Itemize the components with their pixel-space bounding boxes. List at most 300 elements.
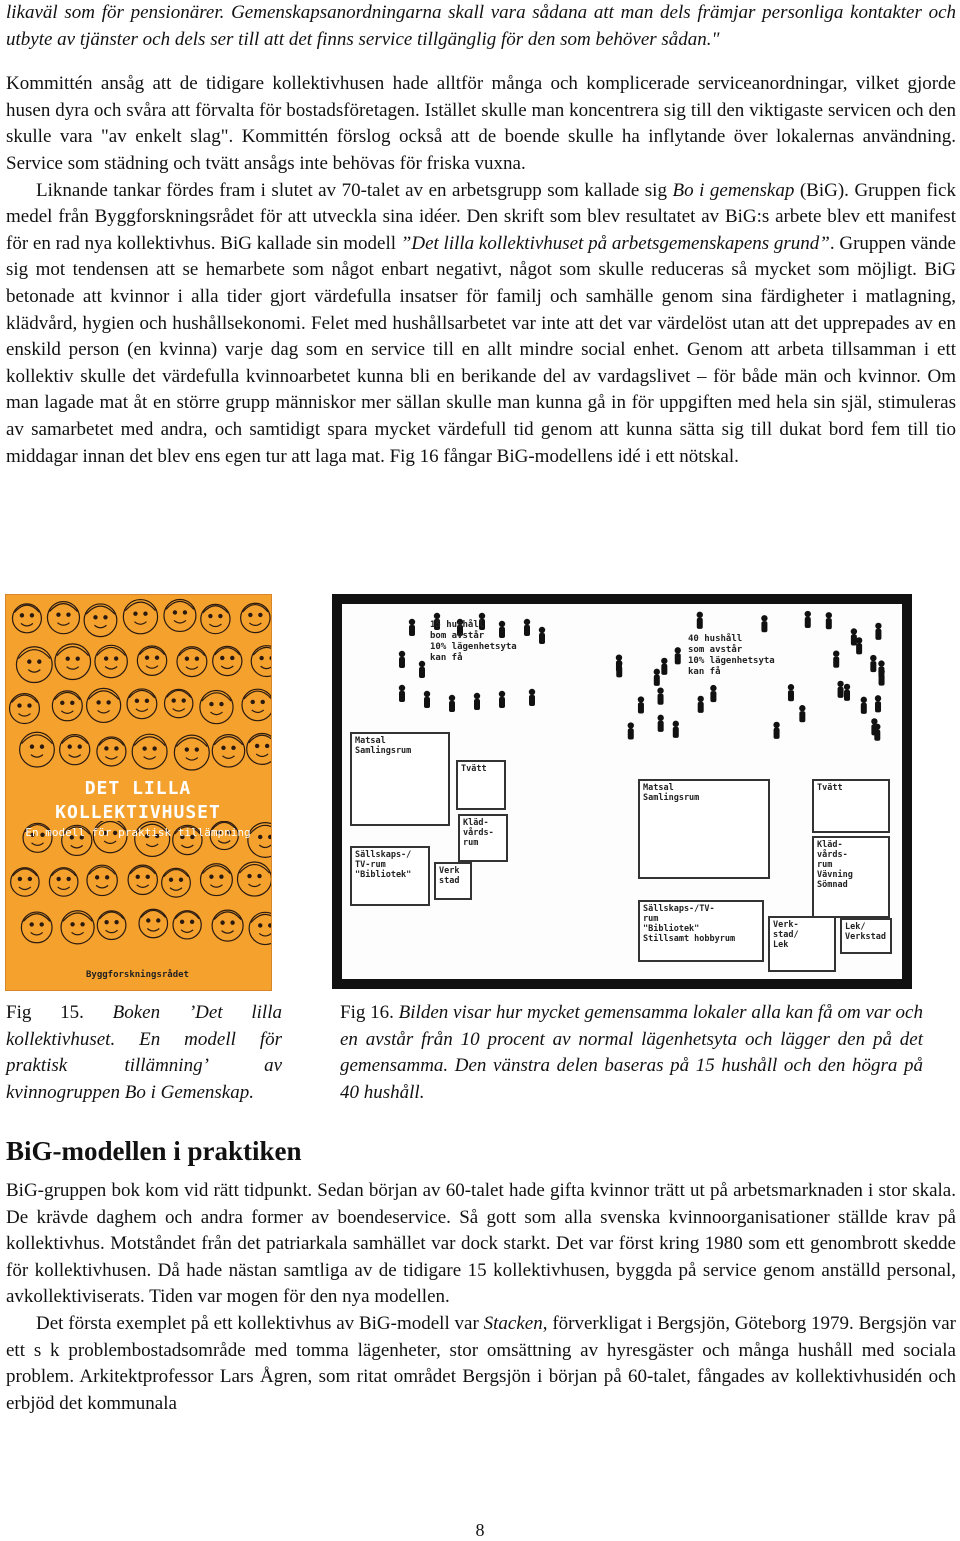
room-right-dining [638,779,770,879]
face-stroke [247,734,271,765]
page-body [6,0,956,470]
room-right-workshop [768,916,836,972]
person-figure [698,702,704,713]
face-stroke [67,667,79,670]
figure-row [0,594,960,994]
cover-title-band [14,777,262,839]
face-stroke [136,875,139,878]
face-stroke [104,841,116,844]
face-stroke [128,865,157,894]
paragraph-stacken [6,1311,956,1417]
face-stroke [269,835,271,838]
person-figure [805,611,811,617]
face-stroke [251,914,271,922]
person-figure [875,695,881,701]
face-stroke [136,709,148,712]
person-figure [697,618,703,629]
face-stroke [31,932,43,935]
face-stroke [191,920,194,923]
person-figure [424,697,430,708]
face-stroke [28,877,31,880]
face-stroke [76,657,79,660]
paragraph-big-c: (BiG). Gruppen fick medel från Byggforskningsrådet för att utveckla sina idéer. Den skrift som blev resultatet av BiG:s arbete blev ett manifest för en rad nya kollektivhus. BiG kallade sin modell [6,179,956,254]
person-figure [524,619,530,625]
person-figure [424,691,430,697]
face-stroke [185,657,188,660]
person-figure [434,613,440,619]
person-figure [879,675,885,686]
person-figure [628,729,634,740]
face-stroke [106,930,118,933]
face-stroke [105,747,108,750]
face-stroke [20,732,55,767]
person-figure [657,687,663,693]
person-figure [799,711,805,722]
person-figure [788,684,794,690]
intro-quote: likaväl som för pensionärer. Gemenskapsanordningarna skall vara sådana att man dels främjar personliga kontakter och utbyte av tjänster och dels ser till att det finns service tillgänglig för den som behöver sådan." [6,2,956,50]
face-stroke [32,843,44,846]
face-stroke [135,699,138,702]
face-stroke [213,646,242,675]
person-figure [616,666,622,677]
paragraph-stacken-c: , förverkligat i Bergsjön, Göteborg 1979. Bergsjön var ett s k problembostadsområde med tomma lägenheter, stor omsättning av hyresgäster och många hushåll med sociala problem. Arkitektprofessor Lars Ågren, som ritat området Bergsjön i början på 60-talet, fångades av kollektivhusidén och erbjöd det kommunala [6,1312,956,1414]
face-stroke [71,923,74,926]
face-stroke [143,747,146,750]
face-stroke [174,735,209,770]
person-figure [875,623,881,629]
cover-title: DET LILLA KOLLEKTIVHUSET [55,778,221,823]
face-stroke [173,911,201,939]
face-stroke [71,701,74,704]
face-stroke [266,744,269,747]
room-right-play [840,918,892,954]
person-figure [861,703,867,714]
face-stroke [20,614,23,617]
person-figure [638,696,644,702]
face-stroke [201,864,233,896]
face-stroke [222,931,234,934]
face-stroke [249,912,271,944]
face-stroke [18,704,21,707]
face-stroke [256,754,268,757]
face-stroke [16,647,52,683]
face-stroke [210,712,222,715]
face-stroke [115,747,118,750]
face-stroke [200,690,233,723]
face-stroke [57,613,60,616]
face-stroke [248,884,260,887]
face-stroke [259,845,271,848]
face-stroke [253,647,271,655]
person-figure [673,727,679,738]
face-stroke [61,711,73,714]
face-stroke [106,876,109,879]
face-stroke [212,910,243,941]
person-figure [399,657,405,668]
person-figure [805,617,811,628]
face-stroke [144,757,156,760]
face-stroke [96,885,108,888]
room-right-clothescare-label: Kläd- vårds- rum Vävning Sömnad [817,840,853,890]
person-figure [449,701,455,712]
face-stroke [139,909,168,938]
room-right-social [638,900,764,962]
person-figure [710,691,716,702]
face-stroke [169,878,172,881]
face-stroke [87,865,117,895]
section-heading: BiG-modellen i praktiken [6,1136,302,1166]
face-stroke [132,734,167,769]
face-stroke [174,620,186,623]
face-stroke [146,844,158,847]
person-figure [875,701,881,712]
face-stroke [261,700,264,703]
face-stroke [251,646,271,677]
person-figure [419,667,425,678]
face-stroke [164,599,196,631]
room-right-play-label: Lek/ Verkstad [845,922,886,942]
face-stroke [209,614,212,617]
face-stroke [40,745,43,748]
paragraph-stacken-b: Stacken [483,1312,543,1334]
face-stroke [237,862,271,896]
person-figure [874,724,880,730]
face-stroke [195,748,198,751]
face-stroke [30,614,33,617]
face-stroke [60,735,90,765]
face-stroke [67,613,70,616]
person-figure [878,668,884,674]
person-figure [419,661,425,667]
person-figure [673,721,679,727]
person-figure [826,618,832,629]
room-left-workshop-label: Verk stad [439,866,460,886]
face-stroke [137,885,149,888]
person-figure [661,664,667,675]
plan-diagram-canvas [342,604,902,979]
face-stroke [181,845,193,848]
section-body [6,1178,956,1417]
person-figure [761,621,767,632]
person-figure [399,651,405,657]
person-figure [698,696,704,702]
face-stroke [249,613,252,616]
room-right-dining-label: Matsal Samlingsrum [643,783,700,803]
room-left-social-label: Sällskaps-/ TV-rum "Bibliotek" [355,850,412,880]
person-figure [774,728,780,739]
person-figure [399,685,405,691]
face-stroke [107,701,110,704]
face-stroke [12,604,41,633]
face-stroke [155,656,158,659]
person-figure [657,715,663,721]
face-stroke [258,874,261,877]
face-stroke [69,755,81,758]
person-figure [654,669,660,675]
face-stroke [248,874,251,877]
face-stroke [162,868,191,897]
face-stroke [67,877,70,880]
face-stroke [259,613,262,616]
paragraph-big-d: ”Det lilla kollektivhuset på arbetsgemenskapens grund” [400,232,830,254]
face-stroke [115,657,118,660]
face-stroke [21,623,33,626]
face-stroke [87,688,121,722]
face-stroke [182,699,185,702]
face-stroke [28,704,31,707]
room-left-laundry [456,760,506,810]
face-stroke [241,603,270,632]
face-stroke [185,748,188,751]
face-stroke [222,746,225,749]
face-stroke [127,689,157,719]
face-stroke [57,623,69,626]
room-right-clothescare [812,836,890,918]
person-figure [628,722,634,728]
person-figure [856,643,862,654]
plan-diagram-image [332,594,912,989]
face-stroke [270,657,271,660]
person-figure [675,653,681,664]
person-figure [658,721,664,732]
face-stroke [31,755,43,758]
face-stroke [195,657,198,660]
face-stroke [28,670,40,673]
room-right-laundry-label: Tvätt [817,783,843,793]
face-stroke [183,611,186,614]
paragraph-big-e: . Gruppen vände sig mot tendensen att se hemarbete som något enbart negativt, något som skulle reduceras så mycket som möjligt. BiG betonade att kvinnor i alla tider gjort värdefulla insatser för familj och samhälle genom sina färdigheter i matlagning, klädvård, hygien och hushållsekonomi. Felet med hushållsarbetet var inte att det var värdelöst utan att det upprepades av en enskild person (en kvinna) varje dag som en service till en allt mindre social enhet. Genom att arbeta tillsamman i ett kollektiv skulle det värdefulla kvinnoarbetet kunna bli en berikande del av vardagslivet – för både män och kvinnor. Om man lagade mat åt en större grupp människor mer sällan skulle man kunna gå in för uppgiften med hela sin själ, stimuleras av samarbetet med andra, och samtidigt spara mycket värdefull tid genom att kunna sätta sig till dukat bord fem till tio middagar innan det blev ens egen tur att laga mat. Fig 16 fångar BiG-modellens idé i ett nötskal. [6,232,956,467]
face-stroke [145,699,148,702]
face-stroke [95,645,127,677]
person-figure [675,647,681,653]
person-figure [409,619,415,625]
face-stroke [115,921,118,924]
figure-16-caption [340,1000,923,1106]
face-stroke [220,875,223,878]
face-stroke [220,702,223,705]
face-stroke [249,623,261,626]
face-stroke [201,604,230,633]
person-figure [524,625,530,636]
face-stroke [61,911,94,944]
paragraph-big-b: Bo i gemenskap [672,179,795,201]
room-left-dining [350,732,450,826]
person-figure [799,705,805,711]
face-stroke [252,710,264,713]
face-stroke [186,667,198,670]
person-figure [838,687,844,698]
paragraph-timing: BiG-gruppen bok kom vid rätt tidpunkt. Sedan början av 60-talet hade gifta kvinnor trätt ut på arbetsmarknaden i stor skala. De krävde daghem och andra former av boendeservice. Så gott som alla svenska kvinnoorganisationer ställde krav på kollektivhus. Motståndet från det patriarkala samhället var dock starkt. Det var först kring 1980 som ett genombrott skedde för kollektivhusen. Då hade nästan samtliga av de tidigare 15 kollektivhusen, byggda på service genom anställd personal, avkollektiviserats. Tiden var mogen för den nya modellen. [6,1180,956,1308]
face-stroke [71,845,83,848]
face-stroke [38,660,41,663]
person-figure [844,690,850,701]
face-stroke [173,611,176,614]
person-figure [788,690,794,701]
cover-publisher: Byggforskningsrådet [86,970,189,980]
face-stroke [105,667,117,670]
room-left-laundry-label: Tvätt [461,764,487,774]
person-figure [773,722,779,728]
face-stroke [232,746,235,749]
face-stroke [210,702,213,705]
face-stroke [105,657,108,660]
face-stroke [186,758,198,761]
face-stroke [153,747,156,750]
face-stroke [221,921,224,924]
face-stroke [97,911,126,940]
face-stroke [221,666,233,669]
cover-subtitle: En modell för praktisk tillämpning [25,826,251,839]
face-stroke [123,600,157,634]
page-number: 8 [475,1520,485,1540]
figure-15-caption-lead: Fig 15. [6,1002,113,1023]
person-figure [661,658,667,664]
room-right-laundry [812,779,890,833]
person-figure [874,730,880,741]
person-figure [616,660,622,666]
face-stroke [157,919,160,922]
room-left-social [350,846,430,906]
face-stroke [94,616,97,619]
person-figure [856,637,862,643]
face-stroke [170,888,182,891]
person-figure [697,612,703,618]
person-figure [837,681,843,687]
face-stroke [96,876,99,879]
person-figure [529,689,535,695]
face-stroke [177,647,207,677]
face-stroke [28,660,31,663]
face-stroke [52,691,82,721]
person-figure [871,718,877,724]
face-stroke [251,700,254,703]
face-stroke [222,756,234,759]
face-stroke [55,644,91,680]
face-stroke [84,604,117,637]
face-stroke [104,616,107,619]
face-stroke [134,612,137,615]
face-stroke [147,919,150,922]
paragraph-stacken-a: Det första exemplet på ett kollektivhus av BiG-modell var [36,1312,484,1334]
person-figure [474,699,480,710]
face-stroke [66,657,69,660]
face-stroke [30,923,33,926]
person-figure [833,657,839,668]
face-stroke [78,745,81,748]
face-stroke [61,701,64,704]
face-stroke [81,923,84,926]
figure-16-caption-text: Bilden visar hur mycket gemensamma lokaler alla kan få om var och en avstår från 10 procent av normal lägenhetsyta och lägger den på det gemensamma. Den vänstra delen baseras på 15 hushåll och den högra på 40 hushåll. [340,1002,923,1103]
paragraph-committee: Kommittén ansåg att de tidigare kollektivhusen hade alltför många och komplicerade serviceanordningar, vilket gjorde husen dyra och svåra att förvalta för bostadsföretagen. Istället skulle man koncentrera sig till den viktigaste servicen och den skulle vara "av enkelt slag". Kommittén förslog också att de boende skulle ha inflytande över lokalernas användning. Service som städning och tvätt ansågs inte behövas för friska vuxna. [6,73,956,174]
person-figure [875,629,881,640]
room-left-workshop [434,862,472,900]
face-stroke [18,877,21,880]
room-left-clothescare-label: Kläd- vårds- rum [463,818,494,848]
person-figure [449,695,455,701]
person-figure [654,675,660,686]
face-stroke [57,877,60,880]
person-figure [529,695,535,706]
person-figure [409,625,415,636]
right-household-note: 40 hushåll som avstår 10% lägenhetsyta kan få [688,634,775,677]
person-figure [479,613,485,619]
face-stroke [231,921,234,924]
face-stroke [137,646,166,675]
room-left-dining-label: Matsal Samlingsrum [355,736,412,756]
face-stroke [181,920,184,923]
person-figure [710,685,716,691]
face-stroke [40,923,43,926]
paragraph-big-a: Liknande tankar fördes fram i slutet av 70-talet av en arbetsgrupp som kallade sig [36,179,673,201]
face-stroke [249,735,271,743]
face-stroke [98,710,110,713]
person-figure [658,694,664,705]
face-stroke [94,625,106,627]
person-figure [616,654,622,660]
face-stroke [68,745,71,748]
person-figure [499,697,505,708]
face-stroke [72,932,84,935]
person-figure [844,684,850,690]
person-figure [474,693,480,699]
person-figure [539,627,545,633]
face-stroke [10,694,40,724]
face-stroke [134,622,146,625]
face-stroke [30,745,33,748]
face-stroke [219,614,222,617]
face-stroke [145,656,148,659]
face-stroke [58,887,70,890]
face-stroke [49,868,78,897]
face-stroke [261,666,271,669]
face-stroke [231,656,234,659]
left-household-note: 15 hushåll bom avstår 10% lägenhetsyta kan få [430,620,517,663]
person-figure [851,628,857,634]
face-stroke [173,709,185,712]
face-stroke [146,666,158,669]
figure-15-caption [6,1000,282,1106]
face-stroke [11,868,39,896]
person-figure [861,697,867,703]
person-figure [638,703,644,714]
face-stroke [21,912,52,943]
face-stroke [210,875,213,878]
figure-15-caption-text: Boken ’Det lilla kollektivhuset. En modell för praktisk tillämning’ av kvinnogruppen Bo i Gemenskap. [6,1002,282,1103]
face-stroke [105,921,108,924]
face-stroke [19,887,31,890]
face-stroke [172,699,175,702]
face-stroke [269,924,271,927]
room-left-clothescare [458,814,508,862]
face-stroke [97,737,126,766]
face-stroke [18,714,30,717]
person-figure [761,615,767,621]
face-stroke [105,756,117,759]
paragraph-big [6,178,956,471]
person-figure [870,655,876,661]
person-figure [870,661,876,672]
face-stroke [181,930,193,933]
face-stroke [260,657,263,660]
face-stroke [259,924,262,927]
face-stroke [97,701,100,704]
person-figure [539,633,545,644]
room-right-social-label: Sällskaps-/TV- rum "Bibliotek" Stillsamt hobbyrum [643,904,736,944]
person-figure [399,691,405,702]
person-figure [826,612,832,618]
face-stroke [209,624,221,627]
face-stroke [256,744,259,747]
